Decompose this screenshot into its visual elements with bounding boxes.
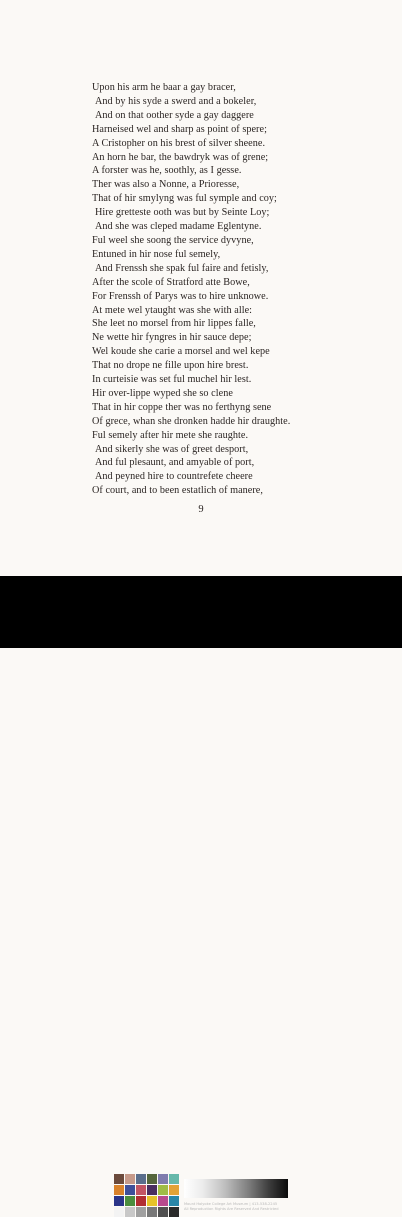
color-swatch	[125, 1185, 135, 1195]
target-caption-line: All Reproduction Rights Are Reserved And Restricted	[184, 1207, 279, 1211]
poem-text	[92, 81, 290, 498]
color-swatch	[125, 1174, 135, 1184]
poem-line: And peyned hire to countrefete cheere	[95, 471, 253, 483]
color-swatch	[158, 1185, 168, 1195]
page-number: 9	[198, 504, 204, 515]
color-swatch	[169, 1185, 179, 1195]
poem-line: Of grece, whan she dronken hadde hir draughte.	[92, 415, 291, 427]
poem-line: And on that oother syde a gay daggere	[95, 109, 254, 121]
color-swatch	[125, 1207, 135, 1217]
poem-line: She leet no morsel from hir lippes falle,	[92, 318, 256, 330]
color-swatch	[114, 1196, 124, 1206]
poem-line: Entuned in hir nose ful semely,	[92, 248, 221, 260]
poem-line: That in hir coppe ther was no ferthyng sene	[92, 401, 272, 413]
poem-line: Ne wette hir fyngres in hir sauce depe;	[92, 332, 252, 344]
color-swatch	[147, 1185, 157, 1195]
poem-line: Hire gretteste ooth was but by Seinte Loy;	[95, 207, 270, 219]
color-swatch	[136, 1185, 146, 1195]
poem-line: That of hir smylyng was ful symple and coy;	[92, 193, 277, 205]
poem-line: A forster was he, soothly, as I gesse.	[92, 165, 242, 177]
poem-line: After the scole of Stratford atte Bowe,	[92, 276, 250, 288]
color-swatch	[147, 1207, 157, 1217]
poem-line: A Cristopher on his brest of silver sheene.	[92, 137, 266, 149]
poem-line: Ful weel she soong the service dyvyne,	[92, 234, 254, 246]
poem-line: That no drope ne fille upon hire brest.	[92, 360, 249, 372]
poem-line: And she was cleped madame Eglentyne.	[95, 221, 262, 233]
poem-line: Hir over-lippe wyped she so clene	[92, 387, 233, 399]
poem-line: At mete wel ytaught was she with alle:	[92, 304, 253, 316]
color-checker-chart	[114, 1174, 179, 1217]
color-calibration-target	[0, 576, 402, 1211]
book-page	[0, 0, 402, 576]
poem-line: And ful plesaunt, and amyable of port,	[95, 457, 255, 469]
poem-line: And by his syde a swerd and a bokeler,	[95, 95, 257, 107]
poem-line: And sikerly she was of greet desport,	[95, 443, 249, 455]
poem-line: Harneised wel and sharp as point of spere;	[92, 123, 267, 135]
color-swatch	[114, 1185, 124, 1195]
poem-line: For Frenssh of Parys was to hire unknowe.	[92, 290, 269, 302]
color-swatch	[147, 1196, 157, 1206]
target-caption	[184, 1202, 278, 1212]
color-swatch	[136, 1196, 146, 1206]
color-swatch	[125, 1196, 135, 1206]
poem-line: Upon his arm he baar a gay bracer,	[92, 82, 236, 93]
poem-line: Wel koude she carie a morsel and wel kepe	[92, 346, 270, 358]
color-swatch	[169, 1207, 179, 1217]
poem-line: And Frenssh she spak ful faire and fetisly,	[95, 262, 269, 274]
color-swatch	[169, 1196, 179, 1206]
poem-line: Of court, and to been estatlich of manere,	[92, 485, 263, 497]
color-swatch	[147, 1174, 157, 1184]
poem-line: Ful semely after hir mete she raughte.	[92, 429, 249, 441]
poem-line: An horn he bar, the bawdryk was of grene;	[92, 151, 269, 163]
color-swatch	[169, 1174, 179, 1184]
color-swatch	[158, 1174, 168, 1184]
color-swatch	[136, 1207, 146, 1217]
grayscale-gradient	[184, 1179, 288, 1198]
poem-line: Ther was also a Nonne, a Prioresse,	[92, 179, 240, 191]
color-swatch	[114, 1207, 124, 1217]
color-swatch	[136, 1174, 146, 1184]
color-swatch	[114, 1174, 124, 1184]
color-swatch	[158, 1196, 168, 1206]
color-swatch	[158, 1207, 168, 1217]
target-caption-line: Mount Holyoke College Art Museum | 413-538-2245	[184, 1202, 278, 1206]
poem-line: In curteisie was set ful muchel hir lest.	[92, 374, 252, 386]
